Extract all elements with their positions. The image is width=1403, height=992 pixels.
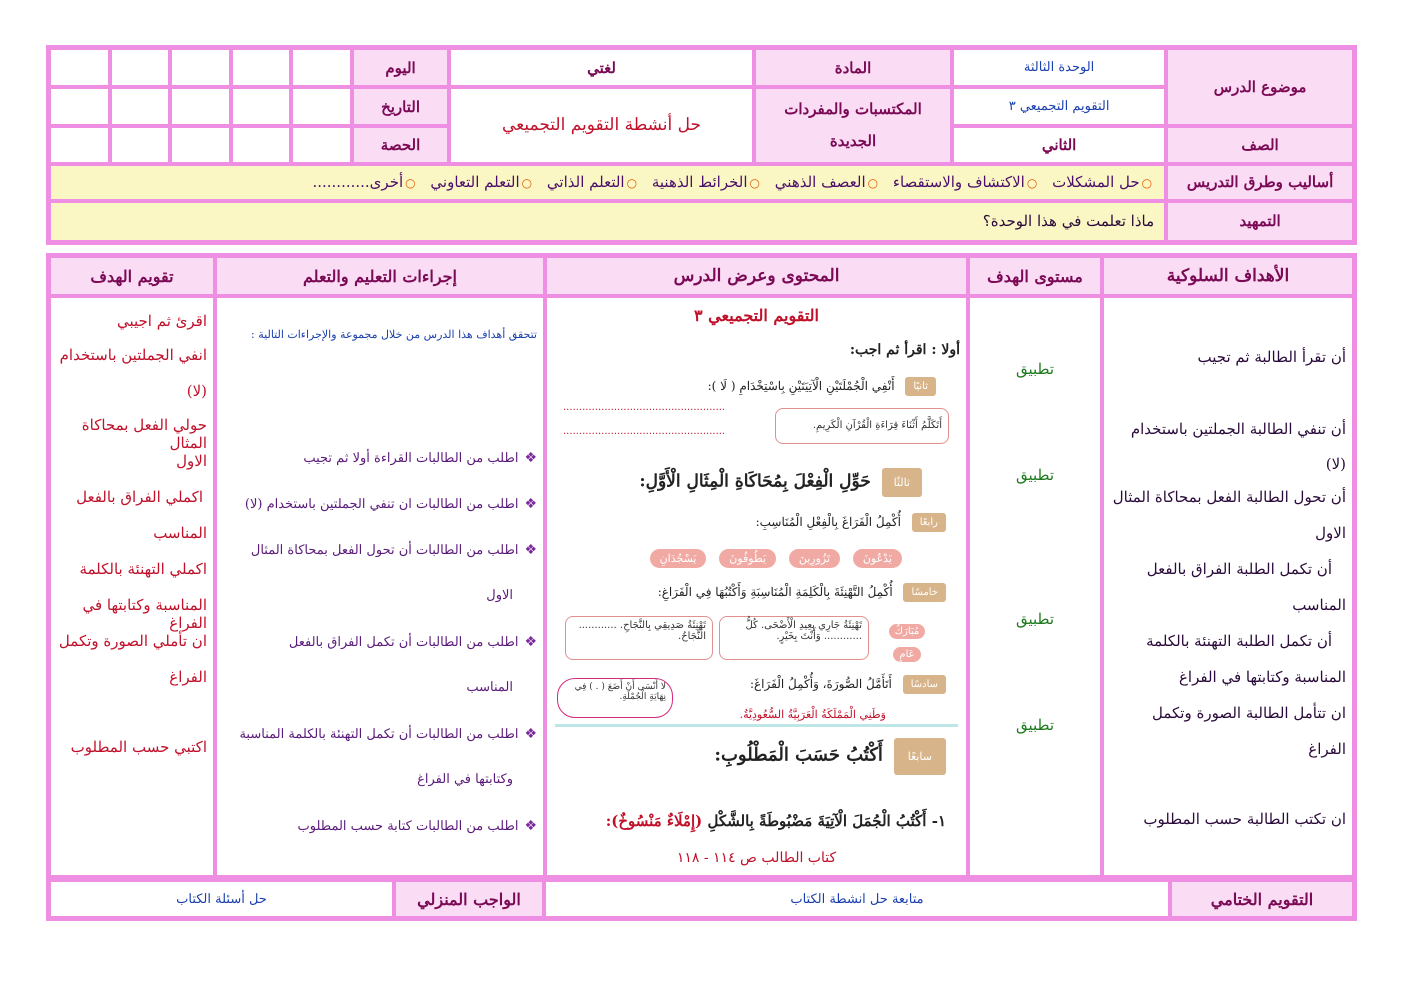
method-item[interactable]: ○الخرائط الذهنية <box>651 173 761 192</box>
answer-dots[interactable]: ................................................... <box>563 426 726 437</box>
procedures-header: إجراءات التعليم والتعلم <box>215 256 545 296</box>
word-chip[interactable]: يَسْجُدَانِ <box>650 549 707 568</box>
evaluation-line: ان تأملي الصورة وتكمل <box>58 632 207 650</box>
exercise-5 <box>658 582 946 602</box>
procedure-item: ❖اطلب من الطالبات القراءة أولا ثم تجيب <box>303 450 537 466</box>
vocab-label: المكتسبات والمفردات الجديدة <box>754 87 952 163</box>
exercise-tag: سابعًا <box>894 738 946 775</box>
topic-label: موضوع الدرس <box>1166 48 1354 126</box>
exercise-line-text: ١- أَكْتُبُ الْجُمَلَ الْآتِيَةَ مَضْبُوطَةً بِالشَّكْلِ <box>707 812 946 830</box>
procedure-item: ❖اطلب من الطالبات أن تكمل التهنئة بالكلمة المناسبة <box>239 726 537 742</box>
word-chip[interactable]: يَدْعُونَ <box>853 549 902 568</box>
exercise-tag: سادسًا <box>903 675 946 694</box>
evaluation-line: اكملي التهنئة بالكلمة <box>79 560 207 578</box>
exercise-4 <box>756 512 946 532</box>
objectives-header: الأهداف السلوكية <box>1102 256 1354 296</box>
exercise-line-red: (إِمْلَاءٌ مَنْسُوخٌ): <box>605 812 703 830</box>
procedure-item-cont: الاول <box>486 588 513 603</box>
divider <box>555 724 958 727</box>
word-chip[interactable]: تَزُورِينَ <box>789 549 840 568</box>
method-item[interactable]: ○الاكتشاف والاستقصاء <box>892 173 1038 192</box>
ex5-word-bank <box>882 620 932 662</box>
evaluation-line: اكملي الفراق بالفعل <box>76 488 203 506</box>
exercise-7 <box>714 738 946 775</box>
objective-line: أن تكمل الطلبة الفراق بالفعل <box>1146 560 1332 578</box>
exercise-tag: ثالثًا <box>882 468 922 497</box>
evaluation-line: (لا) <box>186 382 207 400</box>
method-item[interactable]: ○أخرى............ <box>312 173 416 192</box>
objective-line: (لا) <box>1325 455 1346 473</box>
circle-bullet-icon: ○ <box>749 176 761 191</box>
speech-bubble: لا أَنْسَى أَنْ أَضَعَ ( . ) فِي نِهَايَةِ الْجُمْلَةِ. <box>557 678 673 718</box>
period-cell[interactable] <box>231 126 292 163</box>
homework-value: حل أسئلة الكتاب <box>49 880 394 918</box>
period-cell[interactable] <box>291 126 352 163</box>
method-item[interactable]: ○العصف الذهني <box>774 173 879 192</box>
level-value: تطبيق <box>1015 360 1055 378</box>
evaluation-line: الفراغ <box>169 668 207 686</box>
day-cell[interactable] <box>49 48 110 87</box>
intro-value: ماذا تعلمت في هذا الوحدة؟ <box>49 201 1166 242</box>
day-cell[interactable] <box>110 48 171 87</box>
procedure-item: ❖اطلب من الطالبات ان تنفي الجملتين باستخدام (لا) <box>244 496 537 512</box>
diamond-bullet-icon: ❖ <box>524 634 537 650</box>
evaluation-line: المناسبة وكتابتها في الفراغ <box>82 596 207 632</box>
objective-line: ان تتأمل الطالبة الصورة وتكمل <box>1151 704 1346 722</box>
circle-bullet-icon: ○ <box>1026 176 1038 191</box>
exercise-tag: خامسًا <box>903 583 946 602</box>
circle-bullet-icon: ○ <box>521 176 533 191</box>
evaluation-header: تقويم الهدف <box>49 256 215 296</box>
final-eval-label: التقويم الختامي <box>1170 880 1354 918</box>
objective-line: أن تنفي الطالبة الجملتين باستخدام <box>1130 420 1346 438</box>
circle-bullet-icon: ○ <box>405 176 416 191</box>
level-value: تطبيق <box>1015 610 1055 628</box>
date-cell[interactable] <box>49 87 110 126</box>
objective-line: أن تحول الطالبة الفعل بمحاكاة المثال <box>1112 488 1346 506</box>
sentence-box: أَتَكَلَّمُ أَثْنَاءَ قِرَاءَةِ الْقُرْآنِ الْكَرِيمِ. <box>775 408 949 444</box>
circle-bullet-icon: ○ <box>867 176 879 191</box>
evaluation-line: اقرئ ثم اجيبي <box>116 312 207 330</box>
method-item[interactable]: ○التعلم الذاتي <box>546 173 638 192</box>
exercise-2 <box>708 376 936 396</box>
exercise-text: أُكْمِلُ التَّهْنِئَةَ بِالْكَلِمَةِ الْمُنَاسِبَةِ وَأَكْتُبُهَا فِي الْفَرَاغِ: <box>657 585 893 599</box>
grade-label: الصف <box>1166 126 1354 163</box>
word-chip[interactable]: عَامٍ <box>893 647 920 662</box>
exercise-text: أَكْتُبُ حَسَبَ الْمَطْلُوبِ: <box>714 744 883 766</box>
procedure-item: ❖اطلب من الطالبات أن تكمل الفراق بالفعل <box>288 634 537 650</box>
procedures-intro: تتحقق أهداف هذا الدرس من خلال مجموعة والإجراءات التالية : <box>251 328 537 341</box>
objective-line: الفراغ <box>1308 740 1346 758</box>
procedures-cell <box>215 296 545 877</box>
book-reference: كتاب الطالب ص ١١٤ - ١١٨ <box>676 850 837 866</box>
exercise-tag: ثانيًا <box>905 377 936 396</box>
exercise-text: أَتَأَمَّلُ الصُّورَةَ، وَأُكْمِلُ الْفَرَاغَ: <box>749 677 892 691</box>
period-cell[interactable] <box>49 126 110 163</box>
word-chip[interactable]: مُبَارَكٌ <box>889 624 926 639</box>
day-cell[interactable] <box>291 48 352 87</box>
diamond-bullet-icon: ❖ <box>524 496 537 512</box>
content-header: المحتوى وعرض الدرس <box>545 256 968 296</box>
evaluation-line: الاول <box>176 452 207 470</box>
content-cell <box>545 296 968 877</box>
exercise-text: أُكْمِلُ الْفَرَاغَ بِالْفِعْلِ الْمُنَاسِبِ: <box>755 515 901 529</box>
lesson-header-table <box>46 45 1357 245</box>
content-instruction: أولا : اقرأ ثم اجب: <box>849 342 960 358</box>
exercise-text: حَوِّلِ الْفِعْلَ بِمُحَاكَاةِ الْمِثَالِ الْأَوَّلِ: <box>639 471 871 492</box>
intro-label: التمهيد <box>1166 201 1354 242</box>
objective-line: المناسبة وكتابتها في الفراغ <box>1178 668 1346 686</box>
unit-name: الوحدة الثالثة <box>952 48 1166 87</box>
vocab-value: حل أنشطة التقويم التجميعي <box>449 87 754 163</box>
lesson-footer-table <box>46 877 1357 921</box>
objective-line: أن تقرأ الطالبة ثم تجيب <box>1197 348 1346 366</box>
date-cell[interactable] <box>231 87 292 126</box>
level-header: مستوى الهدف <box>968 256 1102 296</box>
objective-line: ان تكتب الطالبة حسب المطلوب <box>1143 810 1346 828</box>
diamond-bullet-icon: ❖ <box>524 542 537 558</box>
date-cell[interactable] <box>110 87 171 126</box>
procedure-item: ❖اطلب من الطالبات كتابة حسب المطلوب <box>297 818 537 834</box>
objective-line: المناسب <box>1292 596 1346 614</box>
level-cell <box>968 296 1102 877</box>
day-cell[interactable] <box>231 48 292 87</box>
level-value: تطبيق <box>1015 716 1055 734</box>
subject-value: لغتي <box>449 48 754 87</box>
objectives-cell <box>1102 296 1354 877</box>
procedure-item-cont: وكتابتها في الفراغ <box>417 772 513 787</box>
final-eval-value: متابعة حل انشطة الكتاب <box>544 880 1170 918</box>
diamond-bullet-icon: ❖ <box>524 726 537 742</box>
exercise-tag: رابعًا <box>912 513 946 532</box>
objective-line: أن تكمل الطلبة التهنئة بالكلمة <box>1146 632 1332 650</box>
diamond-bullet-icon: ❖ <box>524 450 537 466</box>
period-label: الحصة <box>352 126 449 163</box>
level-value: تطبيق <box>1015 466 1055 484</box>
exercise-3 <box>639 468 922 497</box>
date-label: التاريخ <box>352 87 449 126</box>
circle-bullet-icon: ○ <box>626 176 638 191</box>
evaluation-cell <box>49 296 215 877</box>
objective-line: الاول <box>1315 524 1346 542</box>
word-chip[interactable]: يَطُوفُونَ <box>719 549 776 568</box>
grade-value: الثاني <box>952 126 1166 163</box>
day-cell[interactable] <box>170 48 231 87</box>
method-item[interactable]: ○حل المشكلات <box>1052 173 1153 192</box>
lesson-name: التقويم التجميعي ٣ <box>952 87 1166 126</box>
date-cell[interactable] <box>291 87 352 126</box>
method-item[interactable]: ○التعلم التعاوني <box>430 173 533 192</box>
subject-label: المادة <box>754 48 952 87</box>
circle-bullet-icon: ○ <box>1141 176 1153 191</box>
evaluation-line: انفي الجملتين باستخدام <box>59 346 207 364</box>
greeting-box: تَهْنِئَةُ جَارِي بِعِيدِ الْأَضْحَى. كُلُّ ............ وَأَنْتَ بِخَيْرٍ. <box>719 616 869 660</box>
period-cell[interactable] <box>170 126 231 163</box>
exercise-6 <box>750 674 946 694</box>
methods-label: أساليب وطرق التدريس <box>1166 164 1354 201</box>
answer-dots[interactable]: ................................................... <box>563 402 726 413</box>
greeting-box: تَهْنِئَةُ صَدِيقِي بِالنَّجَاحِ. ............ النَّجَاحُ. <box>565 616 713 660</box>
evaluation-line: حولي الفعل بمحاكاة المثال <box>81 416 207 452</box>
exercise-7-line <box>606 812 946 830</box>
evaluation-line: المناسب <box>153 524 207 542</box>
diamond-bullet-icon: ❖ <box>524 818 537 834</box>
content-title: التقويم التجميعي ٣ <box>694 306 819 325</box>
exercise-text: أَنْفِي الْجُمْلَتَيْنِ الْآتِيَتَيْنِ بِاسْتِخْدَامِ ( لَا ): <box>707 379 895 393</box>
word-bank <box>646 548 906 568</box>
caption-line: وَطَنِي الْمَمْلَكَةُ الْعَرَبِيَّةُ السُّعُودِيَّةُ. <box>739 708 886 721</box>
period-cell[interactable] <box>110 126 171 163</box>
methods-list <box>49 164 1166 201</box>
procedure-item: ❖اطلب من الطالبات أن تحول الفعل بمحاكاة المثال <box>250 542 537 558</box>
day-label: اليوم <box>352 48 449 87</box>
procedure-item-cont: المناسب <box>466 680 513 695</box>
lesson-body-table <box>46 253 1357 880</box>
homework-label: الواجب المنزلي <box>394 880 544 918</box>
date-cell[interactable] <box>170 87 231 126</box>
evaluation-line: اكتبي حسب المطلوب <box>70 738 207 756</box>
